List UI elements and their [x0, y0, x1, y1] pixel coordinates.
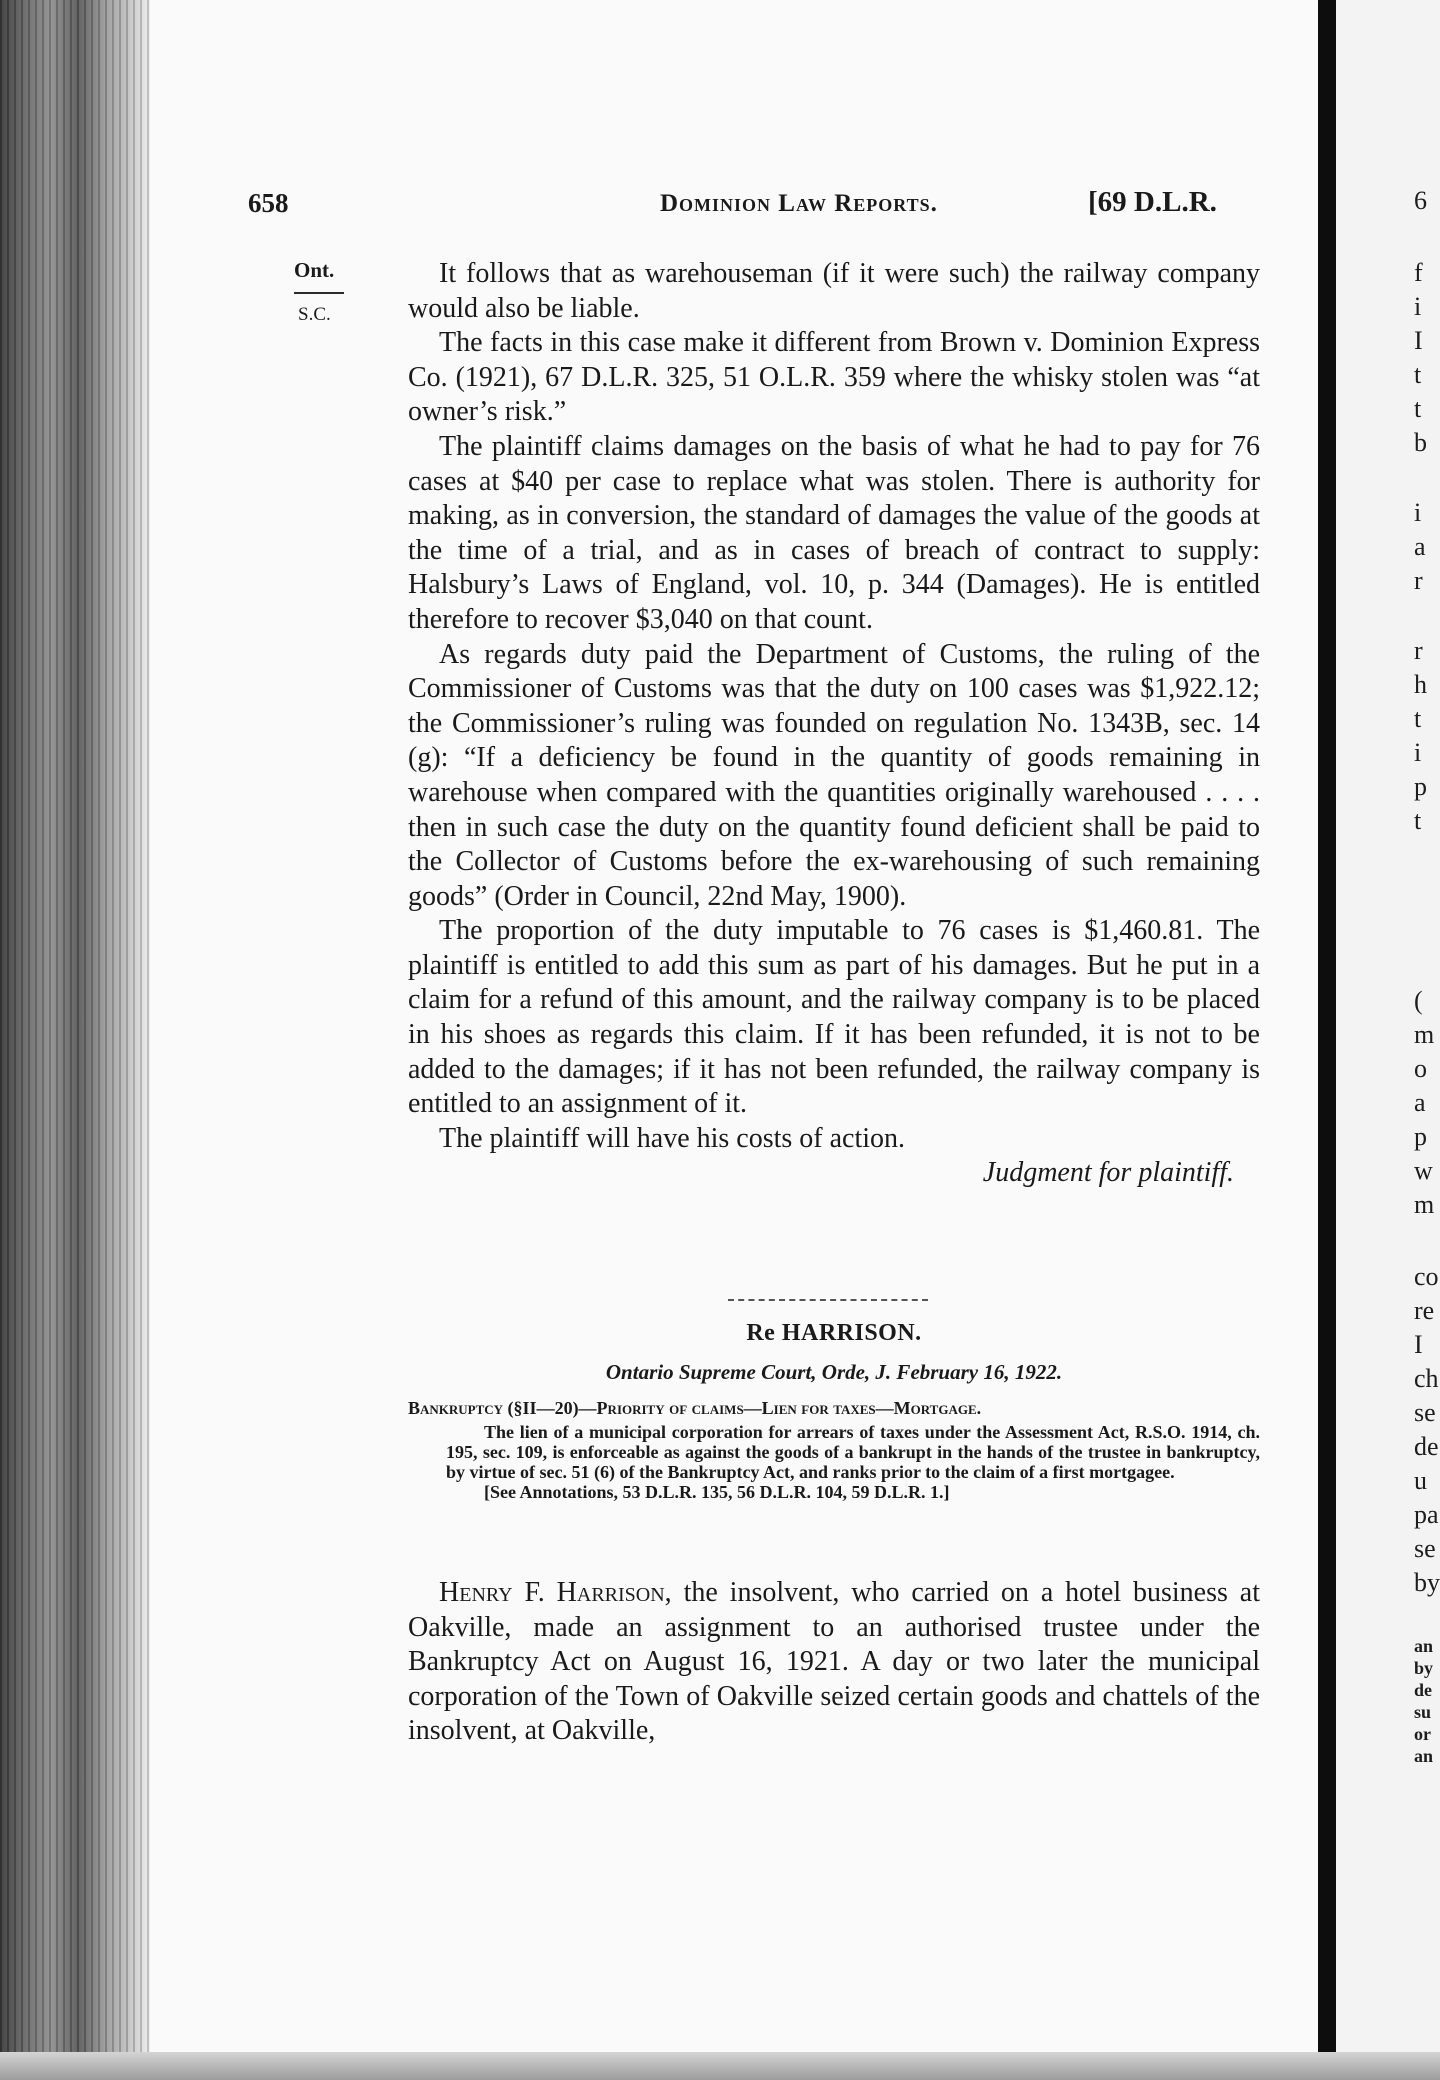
facing-page-fragment: p	[1414, 1122, 1427, 1151]
page-number: 658	[248, 188, 289, 218]
facing-page-fragment: (	[1414, 986, 1423, 1015]
facing-page-fragment: r	[1414, 636, 1423, 665]
volume-reference: [69 D.L.R.	[1088, 186, 1217, 218]
facing-page-fragment: 6	[1414, 186, 1427, 215]
judgment-line: Judgment for plaintiff.	[982, 1157, 1234, 1189]
facing-page-fragment: t	[1414, 806, 1422, 835]
margin-rule	[294, 292, 344, 294]
facing-page-fragment: co	[1414, 1262, 1439, 1291]
facing-page-fragment: a	[1414, 532, 1426, 561]
facing-page-fragment: pa	[1414, 1500, 1439, 1529]
facing-page-fragment: ch	[1414, 1364, 1439, 1393]
facing-page-fragment: m	[1414, 1190, 1435, 1219]
opening-paragraph	[408, 1576, 1260, 1749]
facing-page-fragment: p	[1414, 772, 1427, 801]
facing-page-fragment: r	[1414, 566, 1423, 595]
facing-page-fragment: by	[1414, 1658, 1434, 1678]
case-separator	[728, 1299, 928, 1301]
facing-page-fragment: an	[1414, 1746, 1434, 1766]
paragraph: It follows that as warehouseman (if it were such) the railway company would also be liable.	[408, 258, 1260, 324]
paragraph: The plaintiff claims damages on the basis of what he had to pay for 76 cases at $40 per case to replace what was stolen. There is authority for making, as in conversion, the standard of damages the value of the goods at the time of a trial, and as in cases of breach of contract to supply: Halsbury’s Laws of England, vol. 10, p. 344 (Damages). He is entitled therefore to recover $3,040 on that count.	[408, 430, 1260, 635]
case-title: Re HARRISON.	[746, 1320, 922, 1346]
headnote-annotations: [See Annotations, 53 D.L.R. 135, 56 D.L.R. 104, 59 D.L.R. 1.]	[484, 1482, 950, 1502]
judgment-text	[408, 257, 1260, 1191]
facing-page-fragment: or	[1414, 1724, 1431, 1744]
party-name: Henry F. Harrison,	[439, 1577, 672, 1608]
facing-page-fragment: se	[1414, 1398, 1436, 1427]
facing-page-fragment: I	[1414, 326, 1423, 355]
facing-page-fragment: de	[1414, 1680, 1432, 1700]
facing-page-fragment: h	[1414, 670, 1427, 699]
facing-page-fragment: t	[1414, 360, 1422, 389]
facing-page-fragment: se	[1414, 1534, 1436, 1563]
paragraph: The proportion of the duty imputable to 76 cases is $1,460.81. The plaintiff is entitled to add this sum as part of his damages. But he put in a claim for a refund of this amount, and the railway company is to be placed in his shoes as regards this claim. If it has been refunded, it is not to be added to the damages; if it has not been refunded, the railway company is entitled to an assignment of it.	[408, 915, 1260, 1120]
facing-page-fragment: su	[1414, 1702, 1432, 1722]
facing-page-fragment: t	[1414, 394, 1422, 423]
facing-page-fragment: u	[1414, 1466, 1427, 1495]
headnote-body: The lien of a municipal corporation for arrears of taxes under the Assessment Act, R.S.O. 1914, ch. 195, sec. 109, is enforceable as against the goods of a bankrupt in the hands of the trustee in bankruptcy, by virtue of sec. 51 (6) of the Bankruptcy Act, and ranks prior to the claim of a first mortgagee.	[446, 1422, 1260, 1482]
facing-page-fragment: i	[1414, 498, 1422, 527]
facing-page-fragment: an	[1414, 1636, 1434, 1656]
opening-body: the insolvent, who carried on a hotel business at Oakville, made an assignment to an authorised trustee under the Bankruptcy Act on August 16, 1921. A day or two later the municipal corporation of the Town of Oakville seized certain goods and chattels of the insolvent, at Oakville,	[408, 1577, 1260, 1747]
facing-page-fragment: i	[1414, 292, 1422, 321]
facing-page-fragment: t	[1414, 704, 1422, 733]
margin-court: Ont.	[294, 258, 335, 282]
facing-page-fragment: i	[1414, 738, 1422, 767]
facing-page-fragment: a	[1414, 1088, 1426, 1117]
margin-division: S.C.	[298, 304, 331, 325]
scan-bottom-band	[0, 2052, 1440, 2080]
opening-text	[408, 1576, 1260, 1749]
facing-page-fragment: o	[1414, 1054, 1427, 1083]
page-edge	[1318, 0, 1336, 2080]
facing-page-fragment: re	[1414, 1296, 1435, 1325]
facing-page-fragment: b	[1414, 428, 1427, 457]
spine-texture	[0, 0, 150, 2080]
facing-page-fragment: de	[1414, 1432, 1439, 1461]
facing-page-fragment: I	[1414, 1330, 1423, 1359]
court-line: Ontario Supreme Court, Orde, J. February 16, 1922.	[605, 1360, 1063, 1384]
facing-page-fragment: by	[1414, 1568, 1440, 1597]
paragraph: As regards duty paid the Department of Customs, the ruling of the Commissioner of Customs was that the duty on 100 cases was $1,922.12; the Commissioner’s ruling was founded on regulation No. 1343B, sec. 14 (g): “If a deficiency be found in the quantity of goods remaining in warehouse when compared with the quantities originally warehoused . . . . then in such case the duty on the quantity found deficient shall be paid to the Collector of Customs before the ex-warehousing of such remaining goods” (Order in Council, 22nd May, 1900).	[408, 638, 1260, 912]
headnote	[408, 1398, 1260, 1502]
headnote-topic: Bankruptcy (§II—20)—Priority of claims—Lien for taxes—Mortgage.	[408, 1398, 982, 1418]
facing-page-fragment: w	[1414, 1156, 1433, 1185]
running-head: Dominion Law Reports.	[660, 190, 938, 217]
facing-page-fragment: m	[1414, 1020, 1435, 1049]
facing-page-fragment: f	[1414, 258, 1423, 287]
paragraph: The facts in this case make it different from Brown v. Dominion Express Co. (1921), 67 D.L.R. 325, 51 O.L.R. 359 where the whisky stolen was “at owner’s risk.”	[408, 327, 1260, 428]
paragraph: The plaintiff will have his costs of action.	[439, 1122, 906, 1154]
